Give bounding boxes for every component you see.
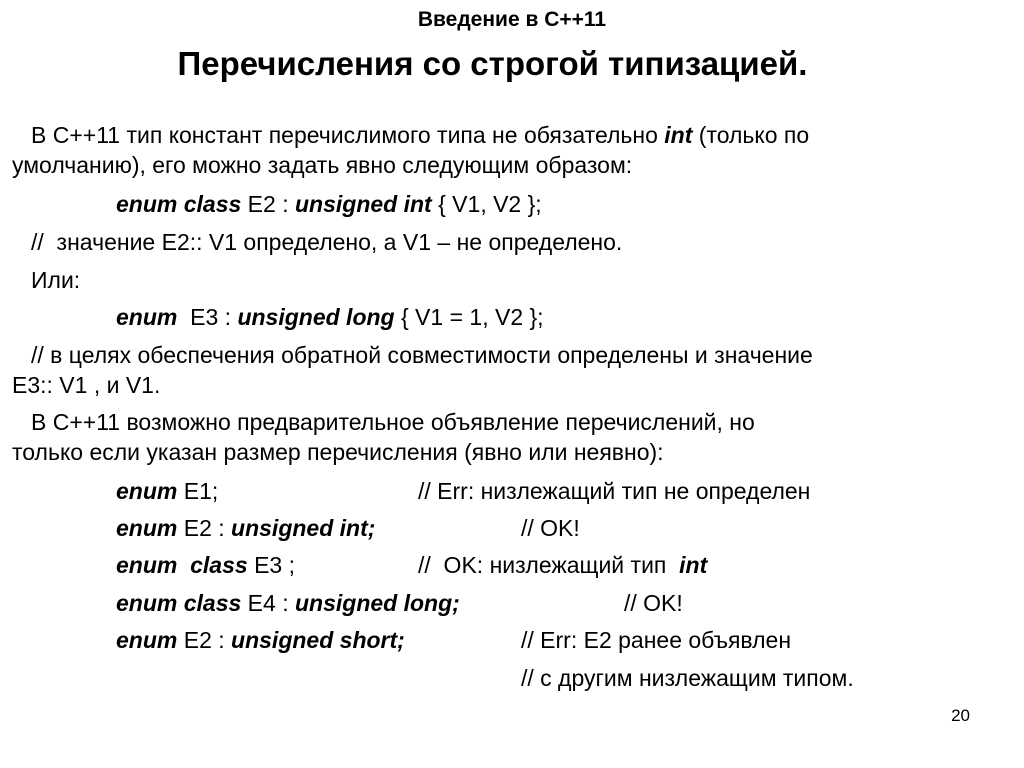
or-label: Или: <box>31 267 81 293</box>
comment-line-1: // значение E2:: V1 определено, а V1 – не определено. <box>31 229 623 255</box>
comment-text: // OK: низлежащий тип <box>418 552 680 578</box>
code-keyword: enum class <box>116 590 242 616</box>
intro-paragraph-line-1 <box>31 121 809 149</box>
example-line-4 <box>116 589 460 617</box>
code-keyword: enum class <box>116 552 248 578</box>
example-line-3 <box>116 551 295 579</box>
code-keyword: enum class <box>116 191 242 217</box>
code-text: E1; <box>177 478 219 504</box>
code-text: E2 : <box>177 515 232 541</box>
slide-title: Перечисления со строгой типизацией. <box>177 45 808 82</box>
code-keyword: unsigned short; <box>231 627 405 653</box>
int-keyword: int <box>679 552 708 578</box>
code-text: E4 : <box>241 590 295 616</box>
code-keyword: enum <box>116 478 178 504</box>
code-text: E2 : <box>177 627 232 653</box>
example-line-2 <box>116 514 375 542</box>
page-number: 20 <box>951 706 970 725</box>
code-text: E3 ; <box>247 552 295 578</box>
code-text: E3 : <box>177 304 238 330</box>
example-comment-1: // Err: низлежащий тип не определен <box>418 478 811 504</box>
slide-supertitle: Введение в С++11 <box>417 8 607 31</box>
code-line-enum-e3 <box>116 303 544 331</box>
code-keyword: unsigned int; <box>231 515 376 541</box>
code-text: { V1, V2 }; <box>431 191 542 217</box>
comment-line-2-cont: E3:: V1 , и V1. <box>12 372 161 398</box>
code-keyword: enum <box>116 627 178 653</box>
int-keyword: int <box>664 122 693 148</box>
example-comment-4: // OK! <box>624 590 683 616</box>
code-keyword: enum <box>116 304 178 330</box>
intro-paragraph-line-2: умолчанию), его можно задать явно следующим образом: <box>12 152 633 178</box>
intro-text: В С++11 тип констант перечислимого типа не обязательно <box>31 122 665 148</box>
code-keyword: unsigned long <box>237 304 395 330</box>
example-line-5 <box>116 626 405 654</box>
intro-text: (только по <box>692 122 810 148</box>
example-line-1 <box>116 477 218 505</box>
code-keyword: enum <box>116 515 178 541</box>
example-comment-2: // OK! <box>521 515 580 541</box>
paragraph-2-line-1: В С++11 возможно предварительное объявление перечислений, но <box>31 409 755 435</box>
example-comment-5-cont: // с другим низлежащим типом. <box>521 665 854 691</box>
code-keyword: unsigned long; <box>295 590 460 616</box>
code-line-enum-class-e2 <box>116 190 542 218</box>
example-comment-3 <box>418 551 707 579</box>
paragraph-2-line-2: только если указан размер перечисления (явно или неявно): <box>12 439 664 465</box>
code-keyword: unsigned int <box>295 191 432 217</box>
code-text: { V1 = 1, V2 }; <box>394 304 544 330</box>
code-text: E2 : <box>241 191 295 217</box>
comment-line-2: // в целях обеспечения обратной совместимости определены и значение <box>31 342 813 368</box>
example-comment-5: // Err: E2 ранее объявлен <box>521 627 792 653</box>
